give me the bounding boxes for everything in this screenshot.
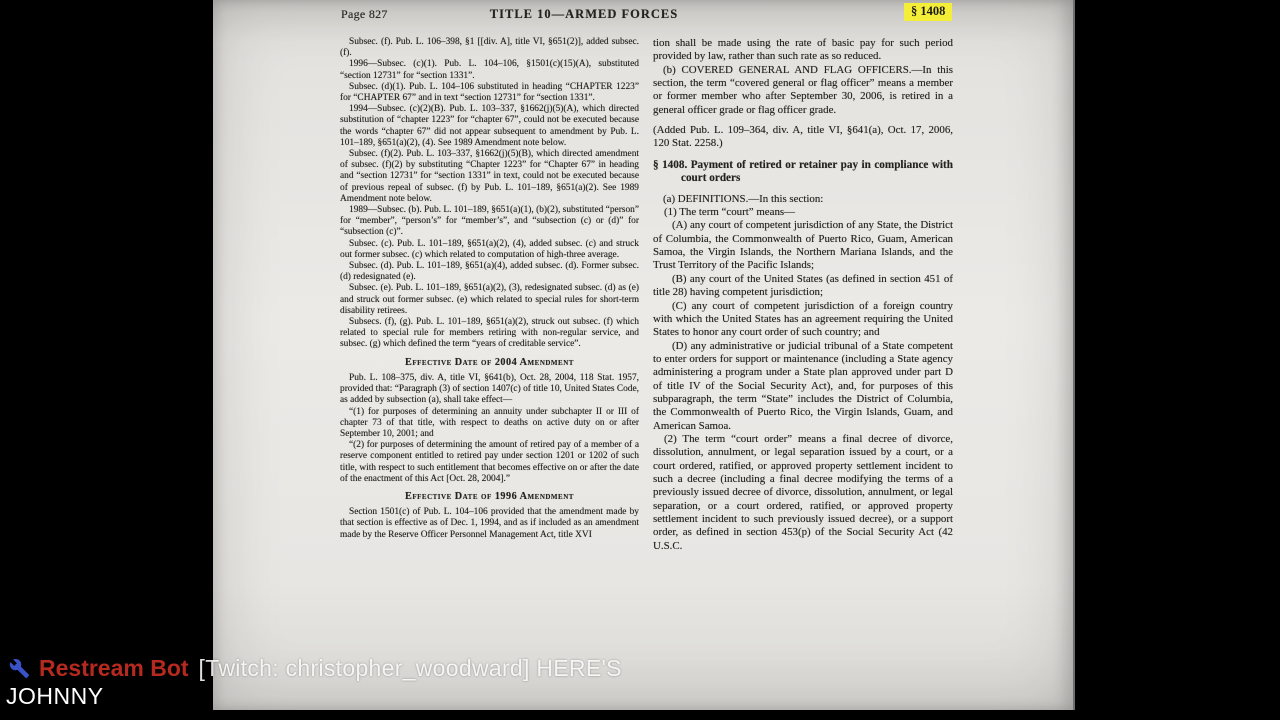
amendment-note: 1994—Subsec. (c)(2)(B). Pub. L. 103–337, §1662(j)(5)(A), which directed substitution of “chapter 1223” for “chapter 67”, could not be executed because the words “chapter 67” did not appear subsequent to amendment by Pub. L. 101–189, §651(a)(2), (4). See 1989 Amendment note below. — [340, 104, 639, 148]
statute-paragraph: (2) The term “court order” means a final decree of divorce, dissolution, annulment, or legal separation issued by a court, or a court ordered, ratified, or approved property settlement incident to such a decree (including a final decree modifying the terms of a previously issued decree of divorce, dissolution, annulment, or legal separation, or a court ordered, ratified, or approved property settlement incident to such previously issued decree), or a support order, as defined in section 453(p) of the Social Security Act (42 U.S.C. — [653, 432, 953, 552]
page-title: TITLE 10—ARMED FORCES — [489, 7, 679, 21]
effective-date-1996-heading: Effective Date of 1996 Amendment — [405, 490, 574, 502]
chat-message-text-line2: JOHNNY — [6, 683, 104, 709]
statute-paragraph: (b) COVERED GENERAL AND FLAG OFFICERS.—In this section, the term “covered general or flag officer” means a member or former member who after September 30, 2006, is retired in a general officer grade or flag officer grade. — [653, 63, 953, 116]
page-number: Page 827 — [341, 7, 388, 21]
statute-subparagraph: (D) any administrative or judicial tribunal of a State competent to enter orders for support or maintenance (including a State agency administering a program under a State plan approved under part D of title IV of the Social Security Act), and, for purposes of this subparagraph, the term “State” includes the District of Columbia, the Commonwealth of Puerto Rico, the Virgin Islands, Guam, and American Samoa. — [653, 339, 953, 432]
effective-date-2004-heading: Effective Date of 2004 Amendment — [405, 356, 574, 368]
effective-date-note: Pub. L. 108–375, div. A, title VI, §641(b), Oct. 28, 2004, 118 Stat. 1957, provided that: “Paragraph (3) of section 1407(c) of title 10, United States Code, as added by subsection (a), shall take effect— — [340, 372, 639, 406]
statute-source-credit: (Added Pub. L. 109–364, div. A, title VI, §641(a), Oct. 17, 2006, 120 Stat. 2258.) — [653, 124, 953, 150]
document-page — [213, 0, 1075, 710]
statute-paragraph: (1) The term “court” means— — [664, 206, 796, 219]
amendment-note: Subsec. (d)(1). Pub. L. 104–106 substituted in heading “CHAPTER 1223” for “CHAPTER 67” and in text “section 12731” for “section 1331”. — [340, 81, 639, 104]
statute-paragraph: tion shall be made using the rate of basic pay for such period provided by law, rather than such rate as so reduced. — [653, 37, 953, 63]
statute-subparagraph: (A) any court of competent jurisdiction of any State, the District of Columbia, the Commonwealth of Puerto Rico, Guam, American Samoa, the Virgin Islands, the Northern Mariana Islands, and the Trust Territory of the Pacific Islands; — [653, 219, 953, 272]
amendment-note: Subsec. (e). Pub. L. 101–189, §651(a)(2), (3), redesignated subsec. (d) as (e) and struck out former subsec. (e) which related to special rules for short-term disability retirees. — [340, 283, 639, 316]
statute-subparagraph: (C) any court of competent jurisdiction of a foreign country with which the United States has an agreement requiring the United States to honor any court order of such country; and — [653, 299, 953, 339]
amendment-note: 1996—Subsec. (c)(1). Pub. L. 104–106, §1501(c)(15)(A), substituted “section 12731” for “section 1331”. — [340, 59, 639, 81]
effective-date-note-item: “(2) for purposes of determining the amount of retired pay of a member of a reserve component entitled to retired pay under section 1201 or 1202 of such title, with respect to such entitlement that becomes effective on or after the date of the enactment of this Act [Oct. 28, 2004].” — [340, 440, 639, 484]
chat-message-text: [Twitch: christopher_woodward] HERE'S — [198, 655, 622, 681]
section-badge-highlight: § 1408 — [904, 3, 952, 21]
amendment-note: Subsec. (f)(2). Pub. L. 103–337, §1662(j)(5)(B), which directed amendment of subsec. (f)(2) by substituting “Chapter 1223” for “Chapter 67” in heading and “section 12731” for “section 1331” in text, could not be executed because of previous repeal of subsec. (f) by Pub. L. 101–189, §651(a)(2). See 1989 Amendment note below. — [340, 149, 639, 204]
statute-paragraph: (a) DEFINITIONS.—In this section: — [663, 192, 824, 205]
left-column — [340, 37, 639, 541]
chat-message-row — [6, 655, 622, 682]
amendment-note: Subsec. (d). Pub. L. 101–189, §651(a)(4), added subsec. (d). Former subsec. (d) redesignated (e). — [340, 261, 639, 283]
right-column — [653, 37, 953, 553]
amendment-note: Subsec. (f). Pub. L. 106–398, §1 [[div. A], title VI, §651(2)], added subsec. (f). — [340, 37, 639, 59]
effective-date-note-item: “(1) for purposes of determining an annuity under subchapter II or III of chapter 73 of that title, with respect to deaths on active duty on or after September 10, 2001; and — [340, 406, 639, 439]
effective-date-note: Section 1501(c) of Pub. L. 104–106 provided that the amendment made by that section is effective as of Dec. 1, 1994, and as if included as an amendment made by the Reserve Officer Personnel Management Act, title XVI — [340, 507, 639, 540]
statute-subparagraph: (B) any court of the United States (as defined in section 451 of title 28) having competent jurisdiction; — [653, 272, 953, 299]
wrench-icon — [9, 658, 30, 679]
chat-bot-name: Restream Bot — [39, 655, 189, 681]
amendment-note: Subsec. (c). Pub. L. 101–189, §651(a)(2), (4), added subsec. (c) and struck out former subsec. (c) which related to computation of high-three average. — [340, 238, 639, 260]
section-1408-heading: § 1408. Payment of retired or retainer pay in compliance with court orders — [653, 158, 953, 185]
stream-chat-overlay — [6, 655, 622, 710]
amendment-note: Subsecs. (f), (g). Pub. L. 101–189, §651(a)(2), struck out subsec. (f) which related to special rule for members retiring with non-regular service, and subsec. (g) which defined the term “years of creditable service”. — [340, 317, 639, 350]
amendment-note: 1989—Subsec. (b). Pub. L. 101–189, §651(a)(1), (b)(2), substituted “person” for “member”, “person’s” for “member’s”, and “subsection (c) or (d)” for “subsection (c)”. — [340, 205, 639, 238]
